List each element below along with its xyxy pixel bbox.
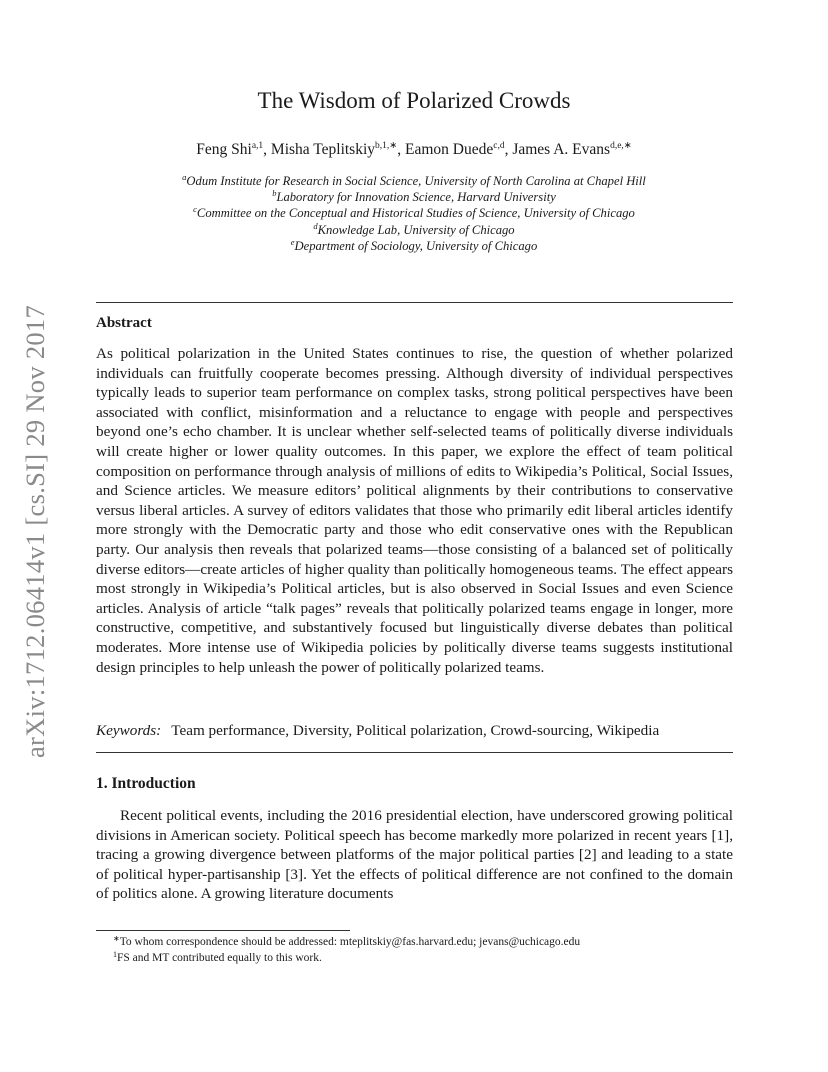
- affiliation-marker: b: [272, 188, 277, 199]
- affiliation-text: Laboratory for Innovation Science, Harvard University: [276, 190, 556, 205]
- affiliation-text: Odum Institute for Research in Social Science, University of North Carolina at Chapel Hill: [186, 174, 646, 188]
- affiliation-list: [0, 173, 828, 254]
- author-list: Feng Shi$^{a,1}$, Misha Teplitskiy$^{b,1,∗}$, Eamon Duede$^{c,d}$, James A. Evans$^{d,e,∗}$: [196, 141, 632, 158]
- affiliation: [0, 205, 828, 221]
- affiliation-marker: d: [313, 220, 318, 231]
- abstract-text: As political polarization in the United States continues to rise, the question of whether polarized individuals can fruitfully cooperate becomes pressing. Although diversity of individual perspectives typically leads to superior team performance on complex tasks, strong political perspectives have been associated with conflict, misinformation and a reluctance to engage with people and perspectives beyond one’s echo chamber. It is unclear whether self-selected teams of politically diverse individuals will create higher or lower quality outcomes. In this paper, we explore the effect of team political composition on performance through analysis of millions of edits to Wikipedia’s Political, Social Issues, and Science articles. We measure editors’ political alignments by their contributions to conservative versus liberal articles. A survey of editors validates that those who primarily edit liberal articles identify more strongly with the Democratic party and those who edit conservative ones with the Republican party. Our analysis then reveals that polarized teams—those consisting of a balanced set of politically diverse editors—create articles of higher quality than politically homogeneous teams. The effect appears most strongly in Wikipedia’s Political articles, but is also observed in Social Issues and even Science articles. Analysis of article “talk pages” reveals that politically polarized teams engage in longer, more constructive, competitive, and substantively focused but linguistically diverse debates than political moderates. More intense use of Wikipedia policies by politically diverse teams suggests institutional design principles to help unleash the power of politically polarized teams.: [96, 345, 733, 676]
- keywords: [96, 722, 733, 740]
- introduction-text: Recent political events, including the 2016 presidential election, have underscored growing political divisions in American society. Political speech has become markedly more polarized in recent years [1], tracing a growing divergence between platforms of the major political parties [2] and leading to a state of political hyper-partisanship [3]. Yet the effects of political difference are not confined to the domain of politics alone. A growing literature documents: [96, 807, 733, 903]
- author-name: Misha Teplitskiy: [270, 141, 376, 158]
- affiliation-text: Committee on the Conceptual and Historical Studies of Science, University of Chicago: [196, 206, 635, 221]
- footnotes: [113, 934, 753, 966]
- affiliation: [0, 222, 828, 238]
- footnote: [113, 950, 753, 966]
- affiliation-marker: e: [290, 236, 295, 247]
- abstract-top-rule: [96, 302, 733, 303]
- footnote-rule: [96, 930, 350, 931]
- abstract-heading: Abstract: [96, 315, 152, 331]
- footnote-marker: 1: [113, 950, 117, 959]
- footnote-text: FS and MT contributed equally to this work.: [117, 952, 322, 964]
- author-affil-marker: c,d: [493, 141, 505, 151]
- arxiv-identifier: arXiv:1712.06414v1 [cs.SI] 29 Nov 2017: [20, 304, 50, 758]
- author-name: Eamon Duede: [405, 141, 494, 158]
- affiliation-text: Department of Sociology, University of Chicago: [294, 238, 538, 253]
- author-affil-marker: a,1: [251, 141, 264, 151]
- footnote: [113, 934, 753, 950]
- author-affil-marker: d,e,∗: [610, 141, 632, 151]
- section-heading-introduction: 1. Introduction: [96, 775, 196, 792]
- paper-title: The Wisdom of Polarized Crowds: [257, 88, 571, 113]
- author-name: James A. Evans: [512, 141, 611, 158]
- abstract-bottom-rule: [96, 752, 733, 753]
- footnote-marker: ∗: [113, 934, 120, 943]
- keywords-label: Keywords:: [96, 722, 162, 739]
- affiliation-marker: a: [182, 172, 187, 182]
- affiliation: [0, 173, 828, 189]
- affiliation-marker: c: [193, 204, 197, 215]
- keywords-text: Team performance, Diversity, Political polarization, Crowd-sourcing, Wikipedia: [171, 722, 660, 739]
- footnote-text: To whom correspondence should be addressed: mteplitskiy@fas.harvard.edu; jevans@uchicago.edu: [119, 936, 581, 948]
- affiliation: [0, 189, 828, 205]
- affiliation: [0, 238, 828, 254]
- author-name: Feng Shi: [196, 141, 252, 158]
- author-affil-marker: b,1,∗: [375, 141, 398, 151]
- affiliation-text: Knowledge Lab, University of Chicago: [317, 222, 515, 237]
